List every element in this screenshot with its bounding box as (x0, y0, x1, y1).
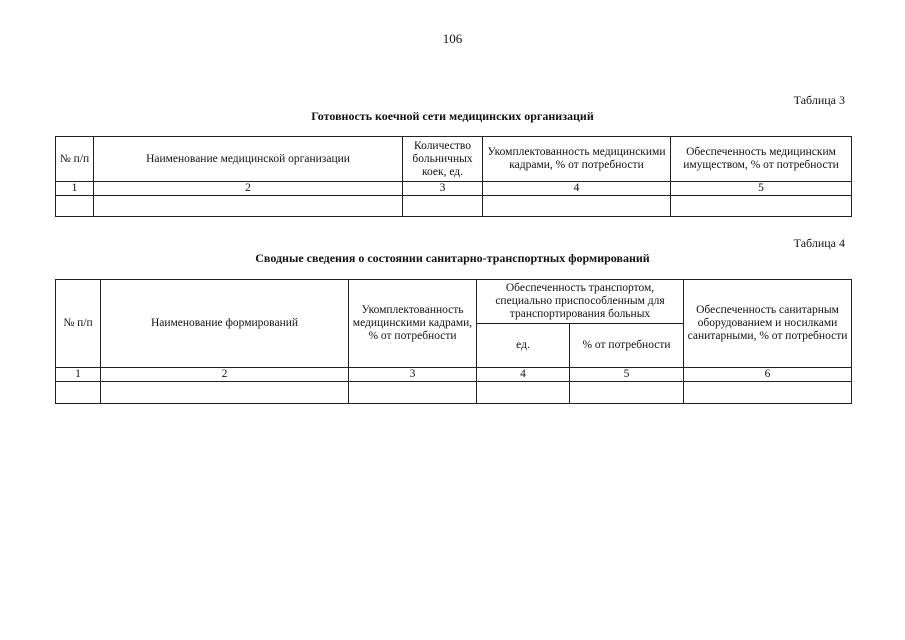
table-cell: 5 (570, 368, 684, 382)
empty-cell (671, 196, 852, 217)
table4-index-row (56, 368, 852, 382)
table-cell: 2 (101, 368, 349, 382)
table4-label: Таблица 4 (793, 236, 845, 250)
table3-index-row (56, 182, 852, 196)
empty-cell (483, 196, 671, 217)
table4-caption: Сводные сведения о состоянии санитарно-транспортных формирований (255, 251, 650, 265)
empty-cell (94, 196, 403, 217)
table3-header-beds: Количество больничных коек, ед. (403, 137, 483, 182)
empty-cell (349, 382, 477, 404)
empty-cell (56, 382, 101, 404)
empty-cell (56, 196, 94, 217)
table4-header-num: № п/п (56, 280, 101, 368)
table4-header-name: Наименование формирований (101, 280, 349, 368)
empty-cell (477, 382, 570, 404)
table4-header-staff: Укомплектованность медицинскими кадрами, % от потребности (349, 280, 477, 368)
table-cell: 4 (483, 182, 671, 196)
table3-header-row (56, 137, 852, 182)
empty-cell (684, 382, 852, 404)
table-cell: 1 (56, 182, 94, 196)
table3-header-name: Наименование медицинской организации (94, 137, 403, 182)
table3-label: Таблица 3 (793, 93, 845, 107)
empty-cell (403, 196, 483, 217)
table3-header-num: № п/п (56, 137, 94, 182)
table-cell: 6 (684, 368, 852, 382)
table4-header-transport-percent: % от потребности (570, 324, 684, 368)
table-cell: 1 (56, 368, 101, 382)
table3-header-equipment: Обеспеченность медицинским имуществом, % от потребности (671, 137, 852, 182)
empty-cell (101, 382, 349, 404)
table4-header-transport-units: ед. (477, 324, 570, 368)
empty-cell (570, 382, 684, 404)
table3-header-staff: Укомплектованность медицинскими кадрами, % от потребности (483, 137, 671, 182)
table-cell: 3 (349, 368, 477, 382)
table4-header-sanitary: Обеспеченность санитарным оборудованием и носилками санитарными, % от потребности (684, 280, 852, 368)
table-cell: 3 (403, 182, 483, 196)
table-cell: 2 (94, 182, 403, 196)
page-number: 106 (442, 31, 463, 46)
table-cell: 4 (477, 368, 570, 382)
table4-header-transport: Обеспеченность транспортом, специально приспособленным для транспортирования больных (477, 280, 684, 324)
table3-caption: Готовность коечной сети медицинских организаций (311, 109, 594, 123)
table4-header-row (56, 280, 852, 324)
table4-empty-row (56, 382, 852, 404)
table-cell: 5 (671, 182, 852, 196)
table3 (55, 136, 852, 217)
table3-empty-row (56, 196, 852, 217)
table4 (55, 279, 852, 404)
